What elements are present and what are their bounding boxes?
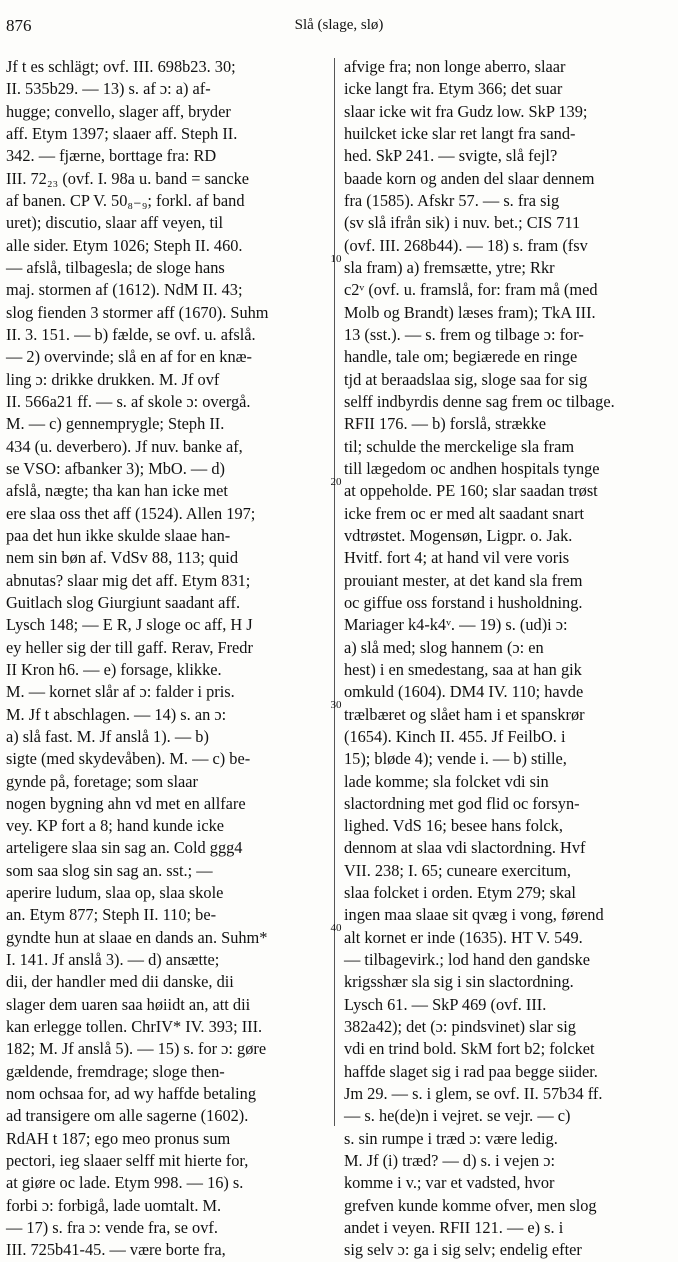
left-column-line: Lysch 148; — E R, J sloge oc aff, H J [6, 615, 253, 635]
left-column-line: hugge; convello, slager aff, bryder [6, 101, 231, 121]
left-column-line: pectori, ieg slaaer selff mit hierte for, [6, 1151, 249, 1171]
left-column-line: nom ochsaa for, ad wy haffde betaling [6, 1084, 257, 1104]
left-column-line: Jf t es schlägt; ovf. III. 698b23. 30; [6, 57, 236, 76]
left-column-line: abnutas? slaar mig det aff. Etym 831; [6, 570, 251, 590]
right-column-line: hest) i en smedestang, saa at han gik [344, 659, 582, 679]
column-divider [334, 58, 335, 1126]
left-column-line: gældende, fremdrage; sloge then- [6, 1061, 225, 1081]
right-column-line: VII. 238; I. 65; cuneare exercitum, [344, 860, 571, 880]
right-column-line: s. sin rumpe i træd ɔ: være ledig. [344, 1128, 558, 1148]
left-column-line: aperire ludum, slaa op, slaa skole [6, 883, 224, 903]
right-column-line: 15); bløde 4); vende i. — b) stille, [344, 749, 567, 769]
right-column-line: (1654). Kinch II. 455. Jf FeilbO. i [344, 726, 566, 746]
right-column-line: sla fram) a) fremsætte, ytre; Rkr [344, 257, 555, 277]
right-column-line: — tilbagevirk.; lod hand den gandske [344, 950, 591, 970]
right-column-line: selff indbyrdis denne sag frem oc tilbage. [344, 391, 615, 411]
right-column-line: slactordning met god flid oc forsyn- [344, 793, 580, 813]
left-column-line: gyndte hun at slaae en dands an. Suhm* [6, 927, 268, 947]
left-column-line: forbi ɔ: forbigå, lade uomtalt. M. [6, 1195, 222, 1215]
right-column-line: 382a42); det (ɔ: pindsvinet) slar sig [344, 1017, 576, 1037]
right-column-line: (sv slå ifrån sik) i nuv. bet.; CIS 711 [344, 213, 581, 233]
right-column-line: fra (1585). Afskr 57. — s. fra sig [344, 190, 560, 210]
right-column-line: Molb og Brandt) læses fram); TkA III. [344, 302, 596, 322]
left-column-line: 182; M. Jf anslå 5). — 15) s. for ɔ: gøre [6, 1039, 267, 1059]
running-head: Slå (slage, slø) [294, 17, 384, 33]
right-column-line: RFII 176. — b) forslå, strække [344, 414, 547, 434]
left-column-line: II. 3. 151. — b) fælde, se ovf. u. afslå. [6, 324, 256, 344]
left-column-line: ere slaa oss thet aff (1524). Allen 197; [6, 503, 256, 523]
left-column-line: sigte (med skydevåben). M. — c) be- [6, 749, 251, 769]
left-column-line: a) slå fast. M. Jf anslå 1). — b) [6, 726, 209, 746]
left-column-line: Guitlach slog Giurgiunt saadant aff. [6, 592, 241, 612]
line-number-10: 10 [330, 253, 342, 265]
left-column-line: se VSO: afbanker 3); MbO. — d) [6, 458, 225, 478]
left-column-line: ad transigere om alle sagerne (1602). [6, 1106, 249, 1126]
left-column-line: nem sin bøn af. VdSv 88, 113; quid [6, 548, 238, 568]
right-column-line: at oppeholde. PE 160; slar saadan trøst [344, 481, 598, 501]
left-column-line: aff. Etym 1397; slaaer aff. Steph II. [6, 123, 238, 143]
right-column-line: oc giffue oss forstand i husholdning. [344, 592, 583, 612]
right-column-line: trælbæret og slået ham i et spanskrør [344, 704, 585, 724]
right-column-line: ingen maa slaae sit qvæg i vong, førend [344, 905, 604, 925]
right-column-line: haffde slaget sig i rad paa begge siider. [344, 1061, 598, 1081]
right-column-line: (ovf. III. 268b44). — 18) s. fram (fsv [344, 235, 588, 255]
right-column-line: icke frem oc er med alt saadant snart [344, 503, 585, 523]
left-column-line: an. Etym 877; Steph II. 110; be- [6, 905, 217, 925]
right-column-line: prouiant mester, at det kand sla frem [344, 570, 583, 590]
left-column-line: vey. KP fort a 8; hand kunde icke [6, 816, 225, 836]
right-column-line: slaa folcket i orden. Etym 279; skal [344, 883, 576, 903]
left-column-line: II. 566a21 ff. — s. af skole ɔ: overgå. [6, 391, 251, 411]
left-column-line: ey heller sig der till gaff. Rerav, Fredr [6, 637, 253, 657]
right-column-line: Hvitf. fort 4; at hand vil vere voris [344, 548, 570, 568]
left-column-line: som saa slog sin sag an. sst.; — [6, 860, 213, 880]
left-column-line: III. 725b41-45. — være borte fra, [6, 1240, 226, 1260]
right-column-line: a) slå med; slog hannem (ɔ: en [344, 637, 544, 657]
page-header [0, 14, 678, 38]
left-column-line: M. Jf t abschlagen. — 14) s. an ɔ: [6, 704, 227, 724]
left-column-line: kan erlegge tollen. ChrIV* IV. 393; III. [6, 1017, 263, 1037]
left-column-line: II Kron h6. — e) forsage, klikke. [6, 659, 222, 679]
right-column-line: lade komme; sla folcket vdi sin [344, 771, 549, 791]
left-column-line: uret); discutio, slaar aff veyen, til [6, 213, 224, 233]
left-column-line: gynde på, foretage; som slaar [6, 771, 198, 791]
right-column-line: dennom at slaa vdi slactordning. Hvf [344, 838, 586, 858]
right-column-line: till lægedom oc andhen hospitals tynge [344, 458, 600, 478]
right-column-line: sig selv ɔ: ga i sig selv; endelig efter [344, 1240, 582, 1260]
right-column-line: — s. he(de)n i vejret. se vejr. — c) [344, 1106, 571, 1126]
line-number-40: 40 [330, 922, 342, 934]
right-column-line: andet i veyen. RFII 121. — e) s. i [344, 1218, 564, 1238]
right-column-line: komme i v.; var et vadsted, hvor [344, 1173, 555, 1193]
left-column-line: nogen bygning ahn vd met en allfare [6, 793, 246, 813]
right-column-line: lighed. VdS 16; besee hans folck, [344, 816, 563, 836]
right-column-line: baade korn og anden del slaar dennem [344, 168, 595, 188]
line-number-30: 30 [330, 699, 342, 711]
left-column-line: III. 72₂₃ (ovf. I. 98a u. band = sancke [6, 168, 249, 188]
left-column [6, 56, 328, 1260]
left-column-line: M. — c) gennemprygle; Steph II. [6, 414, 225, 434]
right-column-line: afvige fra; non longe aberro, slaar [344, 57, 566, 76]
left-column-line: slog fienden 3 stormer aff (1670). Suhm [6, 302, 269, 322]
left-column-line: I. 141. Jf anslå 3). — d) ansætte; [6, 950, 220, 970]
left-column-line: 342. — fjærne, borttage fra: RD [6, 146, 217, 166]
left-column-line: — afslå, tilbagesla; de sloge hans [6, 257, 225, 277]
left-column-line: ling ɔ: drikke drukken. M. Jf ovf [6, 369, 220, 389]
left-column-line: alle sider. Etym 1026; Steph II. 460. [6, 235, 243, 255]
left-column-line: II. 535b29. — 13) s. af ɔ: a) af- [6, 79, 211, 99]
left-column-line: — 17) s. fra ɔ: vende fra, se ovf. [6, 1218, 218, 1238]
right-column-line: omkuld (1604). DM4 IV. 110; havde [344, 682, 584, 702]
left-column-line: maj. stormen af (1612). NdM II. 43; [6, 280, 243, 300]
right-column-line: vdi en trind bold. SkM fort b2; folcket [344, 1039, 595, 1059]
right-column-line: Lysch 61. — SkP 469 (ovf. III. [344, 994, 547, 1014]
right-column-line: til; schulde the merckelige sla fram [344, 436, 575, 456]
right-column-line: slaar icke wit fra Gudz low. SkP 139; [344, 101, 588, 121]
right-column-line: Jm 29. — s. i glem, se ovf. II. 57b34 ff. [344, 1084, 603, 1104]
left-column-line: at giøre oc lade. Etym 998. — 16) s. [6, 1173, 244, 1193]
right-column-line: vdtrøstet. Mogensøn, Ligpr. o. Jak. [344, 525, 573, 545]
right-column-line: hed. SkP 241. — svigte, slå fejl? [344, 146, 558, 166]
left-column-line: 434 (u. deverbero). Jf nuv. banke af, [6, 436, 243, 456]
left-column-line: paa det hun ikke skulde slaae han- [6, 525, 231, 545]
right-column-line: icke langt fra. Etym 366; det suar [344, 79, 563, 99]
left-column-line: afslå, nægte; tha kan han icke met [6, 481, 228, 501]
right-column-line: handle, tale om; begiærede en ringe [344, 347, 578, 367]
right-column-line: Mariager k4-k4ᵛ. — 19) s. (ud)i ɔ: [344, 615, 568, 635]
left-column-line: arteligere slaa sin sag an. Cold ggg4 [6, 838, 243, 858]
page-number: 876 [6, 16, 32, 35]
right-column-line: grefven kunde komme ofver, men slog [344, 1195, 597, 1215]
right-column-line: krigsshær sla sig i sin slactordning. [344, 972, 574, 992]
right-column [344, 56, 674, 1260]
left-column-line: af banen. CP V. 50₈₋₉; forkl. af band [6, 190, 245, 210]
left-column-line: — 2) overvinde; slå en af for en knæ- [6, 347, 252, 367]
right-column-line: alt kornet er inde (1635). HT V. 549. [344, 927, 583, 947]
left-column-line: dii, der handler med dii danske, dii [6, 972, 234, 992]
right-column-line: M. Jf (i) træd? — d) s. i vejen ɔ: [344, 1151, 556, 1171]
right-column-line: c2ᵛ (ovf. u. framslå, for: fram må (med [344, 280, 598, 300]
right-column-line: huilcket icke slar ret langt fra sand- [344, 123, 576, 143]
right-column-line: tjd at beraadslaa sig, sloge saa for sig [344, 369, 588, 389]
left-column-line: RdAH t 187; ego meo pronus sum [6, 1128, 231, 1148]
left-column-line: M. — kornet slår af ɔ: falder i pris. [6, 682, 235, 702]
line-number-20: 20 [330, 476, 342, 488]
left-column-line: slager dem uaren saa høiidt an, att dii [6, 994, 251, 1014]
right-column-line: 13 (sst.). — s. frem og tilbage ɔ: for- [344, 324, 584, 344]
